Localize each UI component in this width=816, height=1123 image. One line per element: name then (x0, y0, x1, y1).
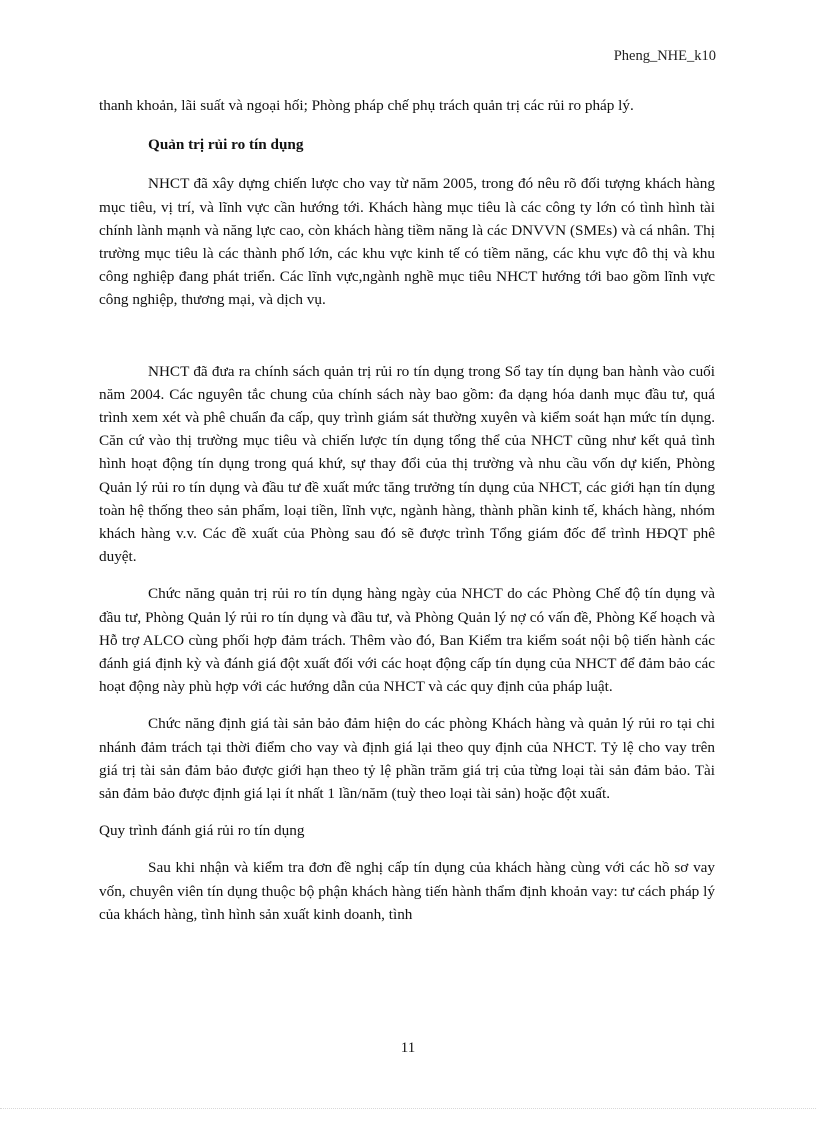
daily-function-paragraph: Chức năng quản trị rủi ro tín dụng hàng ngày của NHCT do các Phòng Chế độ tín dụng và đầu tư, Phòng Quản lý rủi ro tín dụng và đầu tư, và Phòng Quản lý nợ có vấn đề, Phòng Kế hoạch và Hỗ trợ ALCO cùng phối hợp đảm trách. Thêm vào đó, Ban Kiểm tra kiểm soát nội bộ tiến hành các đánh giá định kỳ và đánh giá đột xuất đối với các hoạt động cấp tín dụng của NHCT để đảm bảo các hoạt động này phù hợp với các hướng dẫn của NHCT và các quy định của pháp luật. (99, 585, 715, 696)
credit-policy-paragraph: NHCT đã đưa ra chính sách quản trị rủi ro tín dụng trong Sổ tay tín dụng ban hành vào cuối năm 2004. Các nguyên tắc chung của chính sách này bao gồm: đa dạng hóa danh mục đầu tư, quá trình xem xét và phê chuẩn đa cấp, quy trình giám sát thường xuyên và kiểm soát hạn mức tín dụng. Căn cứ vào thị trường mục tiêu và chiến lược tín dụng tổng thể của NHCT cũng như kết quả tình hình hoạt động tín dụng trong quá khứ, sự thay đổi của thị trường và nhu cầu vốn dự kiến, Phòng Quản lý rủi ro tín dụng và đầu tư đề xuất mức tăng trưởng tín dụng của NHCT, các giới hạn tín dụng toàn hệ thống theo sản phẩm, loại tiền, lĩnh vực, ngành hàng, thành phần kinh tế, khách hàng, nhóm khách hàng v.v. Các đề xuất của Phòng sau đó sẽ được trình Tổng giám đốc để trình HĐQT phê duyệt. (99, 362, 715, 566)
assessment-process-paragraph: Sau khi nhận và kiểm tra đơn đề nghị cấp tín dụng của khách hàng cùng với các hồ sơ vay vốn, chuyên viên tín dụng thuộc bộ phận khách hàng tiến hành thẩm định khoản vay: tư cách pháp lý của khách hàng, tình hình sản xuất kinh doanh, tình (99, 859, 715, 923)
collateral-valuation-paragraph: Chức năng định giá tài sản bảo đảm hiện do các phòng Khách hàng và quản lý rủi ro tại chi nhánh đảm trách tại thời điểm cho vay và định giá lại theo quy định của NHCT. Tỷ lệ cho vay trên giá trị tài sản đảm bảo được giới hạn theo tỷ lệ phần trăm giá trị của từng loại tài sản đảm bảo. Tài sản đảm bảo được định giá lại ít nhất 1 lần/năm (tuỳ theo loại tài sản) hoặc đột xuất. (99, 715, 715, 803)
page-bottom-divider (0, 1108, 816, 1109)
lending-strategy-paragraph: NHCT đã xây dựng chiến lược cho vay từ năm 2005, trong đó nêu rõ đối tượng khách hàng mục tiêu, vị trí, và lĩnh vực cần hướng tới. Khách hàng mục tiêu là các công ty lớn có tình hình tài chính lành mạnh và năng lực cao, còn khách hàng tiềm năng là các DNVVN (SMEs) và cá nhân. Thị trường mục tiêu là các thành phố lớn, các khu vực kinh tế có tiềm năng, các khu vực đô thị và khu công nghiệp đang phát triển. Các lĩnh vực,ngành nghề mục tiêu NHCT hướng tới bao gồm lĩnh vực công nghiệp, thương mại, và dịch vụ. (99, 175, 715, 309)
page-number: 11 (400, 1040, 416, 1056)
document-body (99, 94, 715, 926)
running-header: Pheng_NHE_k10 (613, 48, 716, 64)
intro-continuation-paragraph: thanh khoản, lãi suất và ngoại hối; Phòng pháp chế phụ trách quản trị các rủi ro pháp lý. (99, 97, 634, 114)
credit-risk-heading: Quản trị rủi ro tín dụng (148, 136, 304, 154)
risk-assessment-process-heading: Quy trình đánh giá rủi ro tín dụng (99, 822, 305, 840)
